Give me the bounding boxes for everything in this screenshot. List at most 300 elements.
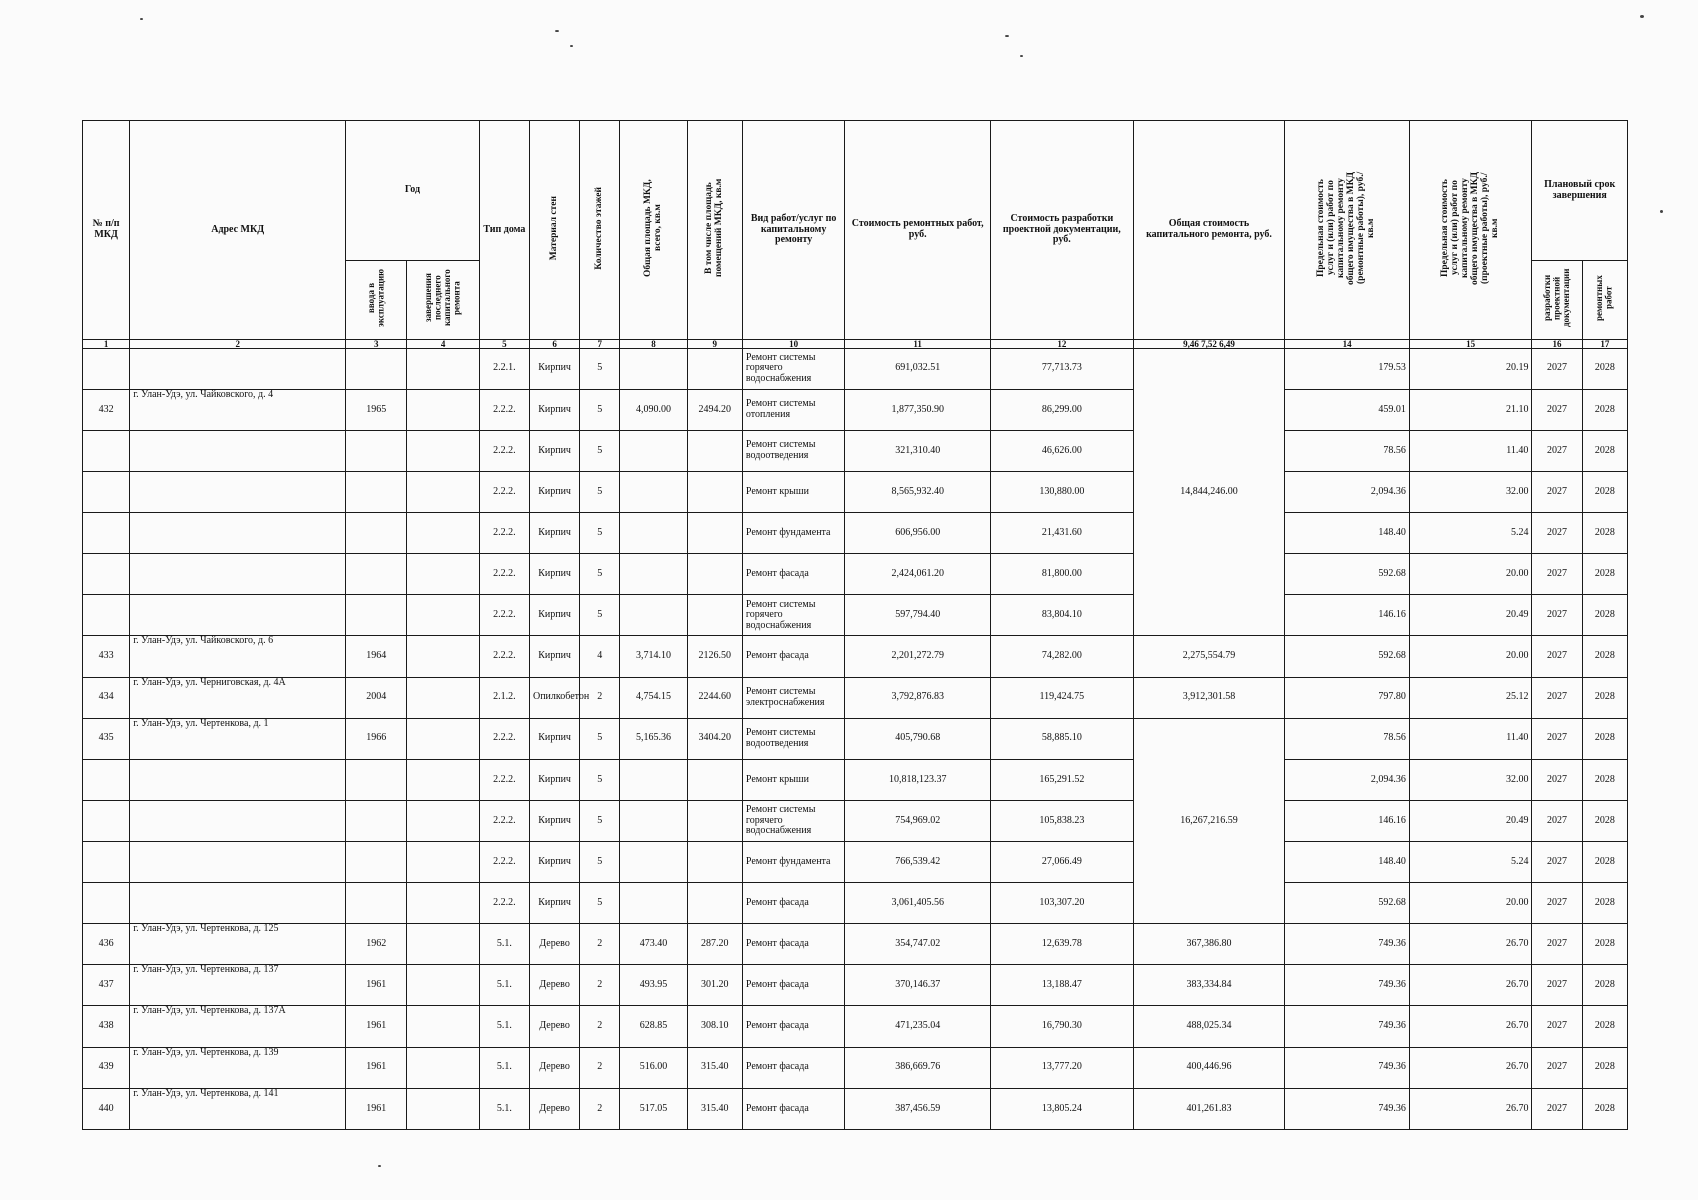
cell-year-commission [346,471,407,512]
cell-year-commission [346,595,407,636]
header-premises-area: В том числе площадь помещений МКД, кв.м [687,121,742,340]
cell-work-type: Ремонт системы горячего водоснабжения [742,595,844,636]
header-num: № п/п МКД [83,121,130,340]
column-number: 1 [83,339,130,348]
cell-design-cost: 103,307.20 [991,883,1134,924]
cell-total-area [620,348,687,389]
cell-limit-repair: 78.56 [1285,718,1410,759]
header-design-cost: Стоимость разработки проектной документации, руб. [991,121,1134,340]
cell-repair-cost: 10,818,123.37 [845,759,991,800]
header-repair-cost: Стоимость ремонтных работ, руб. [845,121,991,340]
cell-num: 432 [83,389,130,430]
cell-work-type: Ремонт фасада [742,924,844,965]
cell-year-commission [346,800,407,841]
cell-total-area [620,430,687,471]
cell-work-type: Ремонт системы водоотведения [742,718,844,759]
cell-work-type: Ремонт фасада [742,1006,844,1047]
cell-premises-area: 2126.50 [687,636,742,677]
cell-total-area [620,759,687,800]
cell-house-type: 2.2.1. [479,348,529,389]
cell-repair-cost: 386,669.76 [845,1047,991,1088]
cell-limit-repair: 749.36 [1285,1088,1410,1129]
cell-year-last-repair [407,554,479,595]
cell-wall-material: Кирпич [529,554,579,595]
column-number: 16 [1532,339,1582,348]
cell-total-area [620,883,687,924]
cell-limit-repair: 179.53 [1285,348,1410,389]
cell-work-type: Ремонт крыши [742,471,844,512]
cell-house-type: 5.1. [479,965,529,1006]
cell-deadline-repair: 2028 [1582,1088,1627,1129]
header-year-commission: ввода в эксплуатацию [346,261,407,339]
cell-year-commission: 1965 [346,389,407,430]
cell-year-commission: 1964 [346,636,407,677]
cell-limit-repair: 78.56 [1285,430,1410,471]
cell-premises-area: 2494.20 [687,389,742,430]
cell-address: г. Улан-Удэ, ул. Чайковского, д. 4 [130,389,346,430]
cell-limit-repair: 592.68 [1285,883,1410,924]
header-total-area: Общая площадь МКД, всего, кв.м [620,121,687,340]
cell-limit-repair: 146.16 [1285,595,1410,636]
header-year: Год [346,121,480,261]
cell-house-type: 2.2.2. [479,554,529,595]
cell-premises-area: 287.20 [687,924,742,965]
cell-total-area [620,800,687,841]
cell-deadline-design: 2027 [1532,1088,1582,1129]
cell-limit-design: 11.40 [1409,718,1532,759]
cell-address: г. Улан-Удэ, ул. Чертенкова, д. 1 [130,718,346,759]
cell-num [83,348,130,389]
cell-address [130,471,346,512]
cell-deadline-design: 2027 [1532,759,1582,800]
cell-limit-repair: 2,094.36 [1285,759,1410,800]
cell-premises-area [687,883,742,924]
cell-wall-material: Кирпич [529,718,579,759]
cell-floors: 2 [580,1006,620,1047]
cell-deadline-design: 2027 [1532,924,1582,965]
cell-limit-design: 20.49 [1409,800,1532,841]
table-row [83,841,1628,882]
cell-deadline-repair: 2028 [1582,430,1627,471]
cell-year-commission [346,841,407,882]
cell-design-cost: 74,282.00 [991,636,1134,677]
scan-speck [1660,210,1663,213]
cell-year-commission: 1961 [346,1047,407,1088]
header-deadline-repair: ремонтных работ [1582,261,1627,339]
cell-design-cost: 13,805.24 [991,1088,1134,1129]
cell-total-area: 516.00 [620,1047,687,1088]
cell-total-area: 473.40 [620,924,687,965]
cell-floors: 5 [580,513,620,554]
cell-work-type: Ремонт фундамента [742,513,844,554]
cell-wall-material: Кирпич [529,389,579,430]
table-row [83,759,1628,800]
cell-limit-design: 32.00 [1409,471,1532,512]
column-number: 12 [991,339,1134,348]
cell-limit-design: 26.70 [1409,1047,1532,1088]
cell-house-type: 5.1. [479,1006,529,1047]
cell-year-commission: 1962 [346,924,407,965]
cell-house-type: 2.2.2. [479,636,529,677]
cell-year-commission: 1961 [346,1006,407,1047]
cell-premises-area: 3404.20 [687,718,742,759]
table-row [83,883,1628,924]
cell-year-commission: 2004 [346,677,407,718]
cell-total-area: 628.85 [620,1006,687,1047]
cell-deadline-repair: 2028 [1582,595,1627,636]
table-row [83,348,1628,389]
cell-house-type: 2.2.2. [479,389,529,430]
cell-total-area: 4,754.15 [620,677,687,718]
cell-year-last-repair [407,883,479,924]
cell-year-last-repair [407,800,479,841]
cell-work-type: Ремонт системы электроснабжения [742,677,844,718]
cell-limit-design: 26.70 [1409,924,1532,965]
cell-address [130,841,346,882]
cell-limit-design: 5.24 [1409,841,1532,882]
cell-floors: 2 [580,965,620,1006]
table-row [83,636,1628,677]
column-number: 7 [580,339,620,348]
cell-year-last-repair [407,677,479,718]
cell-house-type: 2.2.2. [479,430,529,471]
cell-deadline-repair: 2028 [1582,1006,1627,1047]
cell-deadline-repair: 2028 [1582,800,1627,841]
cell-design-cost: 16,790.30 [991,1006,1134,1047]
cell-year-last-repair [407,841,479,882]
cell-limit-design: 20.00 [1409,636,1532,677]
cell-work-type: Ремонт фасада [742,554,844,595]
cell-total-area: 4,090.00 [620,389,687,430]
scan-speck [1640,15,1644,18]
cell-deadline-design: 2027 [1532,554,1582,595]
cell-premises-area [687,841,742,882]
cell-floors: 5 [580,595,620,636]
table-row [83,924,1628,965]
cell-address [130,800,346,841]
cell-floors: 5 [580,554,620,595]
cell-deadline-design: 2027 [1532,841,1582,882]
cell-floors: 5 [580,389,620,430]
cell-floors: 2 [580,677,620,718]
cell-design-cost: 12,639.78 [991,924,1134,965]
cell-wall-material: Кирпич [529,471,579,512]
cell-design-cost: 21,431.60 [991,513,1134,554]
cell-repair-cost: 2,201,272.79 [845,636,991,677]
cell-deadline-repair: 2028 [1582,348,1627,389]
cell-year-commission [346,348,407,389]
cell-floors: 2 [580,1088,620,1129]
cell-year-commission [346,883,407,924]
column-number: 2 [130,339,346,348]
cell-address: г. Улан-Удэ, ул. Чайковского, д. 6 [130,636,346,677]
column-number: 8 [620,339,687,348]
table-row [83,718,1628,759]
cell-address: г. Улан-Удэ, ул. Чертенкова, д. 141 [130,1088,346,1129]
cell-limit-design: 26.70 [1409,1006,1532,1047]
cell-house-type: 2.1.2. [479,677,529,718]
cell-repair-cost: 597,794.40 [845,595,991,636]
cell-year-commission [346,430,407,471]
cell-wall-material: Кирпич [529,348,579,389]
header-deadline: Плановый срок завершения [1532,121,1628,261]
cell-floors: 5 [580,759,620,800]
cell-repair-cost: 3,061,405.56 [845,883,991,924]
cell-limit-repair: 146.16 [1285,800,1410,841]
capital-repair-table [82,120,1628,1130]
cell-deadline-design: 2027 [1532,883,1582,924]
cell-deadline-repair: 2028 [1582,841,1627,882]
cell-total-cost: 14,844,246.00 [1133,348,1285,636]
cell-num: 440 [83,1088,130,1129]
cell-premises-area [687,759,742,800]
table-row [83,389,1628,430]
cell-limit-design: 20.49 [1409,595,1532,636]
cell-year-commission: 1966 [346,718,407,759]
cell-wall-material: Дерево [529,1088,579,1129]
cell-premises-area: 315.40 [687,1088,742,1129]
column-number: 5 [479,339,529,348]
cell-work-type: Ремонт системы горячего водоснабжения [742,800,844,841]
cell-work-type: Ремонт крыши [742,759,844,800]
cell-deadline-design: 2027 [1532,430,1582,471]
cell-floors: 5 [580,883,620,924]
cell-deadline-design: 2027 [1532,389,1582,430]
cell-limit-design: 20.00 [1409,883,1532,924]
header-year-last-repair: завершения последнего капитального ремонта [407,261,479,339]
table-row [83,471,1628,512]
column-number: 9 [687,339,742,348]
cell-house-type: 2.2.2. [479,759,529,800]
cell-floors: 2 [580,1047,620,1088]
cell-num: 436 [83,924,130,965]
cell-repair-cost: 354,747.02 [845,924,991,965]
cell-deadline-design: 2027 [1532,513,1582,554]
cell-num [83,430,130,471]
cell-wall-material: Кирпич [529,636,579,677]
cell-repair-cost: 370,146.37 [845,965,991,1006]
cell-address [130,883,346,924]
cell-address: г. Улан-Удэ, ул. Чертенкова, д. 137А [130,1006,346,1047]
cell-premises-area: 301.20 [687,965,742,1006]
cell-total-area [620,841,687,882]
header-total-cost: Общая стоимость капитального ремонта, руб. [1133,121,1285,340]
cell-deadline-repair: 2028 [1582,883,1627,924]
cell-year-last-repair [407,595,479,636]
cell-wall-material: Кирпич [529,759,579,800]
cell-address: г. Улан-Удэ, ул. Чертенкова, д. 139 [130,1047,346,1088]
cell-design-cost: 58,885.10 [991,718,1134,759]
cell-num: 438 [83,1006,130,1047]
cell-deadline-repair: 2028 [1582,677,1627,718]
cell-floors: 5 [580,718,620,759]
cell-year-last-repair [407,965,479,1006]
cell-year-last-repair [407,759,479,800]
cell-year-commission: 1961 [346,965,407,1006]
cell-limit-repair: 148.40 [1285,841,1410,882]
cell-deadline-design: 2027 [1532,471,1582,512]
cell-deadline-design: 2027 [1532,1006,1582,1047]
cell-floors: 5 [580,800,620,841]
cell-work-type: Ремонт фундамента [742,841,844,882]
cell-wall-material: Дерево [529,924,579,965]
table-row [83,1088,1628,1129]
cell-work-type: Ремонт фасада [742,636,844,677]
cell-wall-material: Кирпич [529,430,579,471]
cell-limit-design: 32.00 [1409,759,1532,800]
cell-total-area [620,471,687,512]
table-row [83,430,1628,471]
cell-total-cost: 367,386.80 [1133,924,1285,965]
cell-repair-cost: 3,792,876.83 [845,677,991,718]
cell-floors: 5 [580,841,620,882]
cell-total-cost: 488,025.34 [1133,1006,1285,1047]
cell-address: г. Улан-Удэ, ул. Черниговская, д. 4А [130,677,346,718]
cell-design-cost: 119,424.75 [991,677,1134,718]
cell-year-last-repair [407,1006,479,1047]
cell-wall-material: Дерево [529,1047,579,1088]
cell-total-area: 3,714.10 [620,636,687,677]
scan-speck [1005,35,1009,37]
table-row [83,1047,1628,1088]
cell-limit-repair: 797.80 [1285,677,1410,718]
cell-year-commission: 1961 [346,1088,407,1129]
cell-repair-cost: 1,877,350.90 [845,389,991,430]
cell-design-cost: 77,713.73 [991,348,1134,389]
cell-repair-cost: 754,969.02 [845,800,991,841]
table-row [83,513,1628,554]
scan-speck [378,1165,381,1167]
scan-speck [555,30,559,32]
table-row [83,965,1628,1006]
cell-limit-design: 21.10 [1409,389,1532,430]
cell-repair-cost: 321,310.40 [845,430,991,471]
cell-address [130,430,346,471]
cell-total-area [620,595,687,636]
cell-wall-material: Кирпич [529,883,579,924]
cell-deadline-repair: 2028 [1582,389,1627,430]
header-address: Адрес МКД [130,121,346,340]
cell-house-type: 2.2.2. [479,595,529,636]
header-house-type: Тип дома [479,121,529,340]
header-limit-design: Предельная стоимость услуг и (или) работ по капитальному ремонту общего имущества в МКД (проектные работы), руб./кв.м [1409,121,1532,340]
cell-deadline-repair: 2028 [1582,718,1627,759]
cell-limit-design: 20.19 [1409,348,1532,389]
cell-limit-design: 26.70 [1409,965,1532,1006]
cell-deadline-repair: 2028 [1582,636,1627,677]
cell-design-cost: 46,626.00 [991,430,1134,471]
cell-address [130,513,346,554]
cell-repair-cost: 766,539.42 [845,841,991,882]
table-row [83,677,1628,718]
cell-num [83,471,130,512]
cell-num [83,800,130,841]
cell-total-area [620,554,687,595]
cell-total-cost: 2,275,554.79 [1133,636,1285,677]
cell-premises-area [687,348,742,389]
cell-house-type: 2.2.2. [479,883,529,924]
cell-total-area: 5,165.36 [620,718,687,759]
cell-limit-repair: 749.36 [1285,1006,1410,1047]
cell-year-last-repair [407,636,479,677]
cell-repair-cost: 387,456.59 [845,1088,991,1129]
cell-limit-repair: 592.68 [1285,636,1410,677]
cell-num [83,595,130,636]
cell-wall-material: Опилкобетон [529,677,579,718]
cell-num [83,759,130,800]
cell-house-type: 5.1. [479,1088,529,1129]
cell-premises-area [687,554,742,595]
cell-premises-area: 308.10 [687,1006,742,1047]
cell-house-type: 2.2.2. [479,841,529,882]
cell-house-type: 2.2.2. [479,718,529,759]
cell-year-last-repair [407,718,479,759]
cell-premises-area: 315.40 [687,1047,742,1088]
cell-design-cost: 83,804.10 [991,595,1134,636]
cell-total-cost: 383,334.84 [1133,965,1285,1006]
cell-year-last-repair [407,348,479,389]
column-number: 14 [1285,339,1410,348]
cell-year-last-repair [407,513,479,554]
cell-work-type: Ремонт системы горячего водоснабжения [742,348,844,389]
cell-wall-material: Дерево [529,965,579,1006]
cell-design-cost: 105,838.23 [991,800,1134,841]
cell-address [130,554,346,595]
column-number: 6 [529,339,579,348]
cell-total-cost: 16,267,216.59 [1133,718,1285,924]
cell-wall-material: Кирпич [529,595,579,636]
cell-premises-area [687,430,742,471]
table-row [83,1006,1628,1047]
header-work-type: Вид работ/услуг по капитальному ремонту [742,121,844,340]
cell-design-cost: 27,066.49 [991,841,1134,882]
cell-work-type: Ремонт фасада [742,965,844,1006]
cell-address [130,759,346,800]
header-limit-repair: Предельная стоимость услуг и (или) работ по капитальному ремонту общего имущества в МКД (ремонтные работы), руб./кв.м [1285,121,1410,340]
cell-deadline-repair: 2028 [1582,513,1627,554]
cell-limit-design: 11.40 [1409,430,1532,471]
cell-repair-cost: 691,032.51 [845,348,991,389]
cell-deadline-design: 2027 [1532,677,1582,718]
cell-deadline-design: 2027 [1532,718,1582,759]
header-floors: Количество этажей [580,121,620,340]
column-number: 11 [845,339,991,348]
cell-limit-design: 20.00 [1409,554,1532,595]
cell-limit-design: 25.12 [1409,677,1532,718]
cell-design-cost: 165,291.52 [991,759,1134,800]
header-deadline-design: разработки проектной документации [1532,261,1582,339]
cell-floors: 4 [580,636,620,677]
column-number-row [83,339,1628,348]
cell-deadline-design: 2027 [1532,965,1582,1006]
header-wall-material: Материал стен [529,121,579,340]
cell-num: 439 [83,1047,130,1088]
cell-limit-design: 5.24 [1409,513,1532,554]
cell-premises-area [687,800,742,841]
cell-design-cost: 86,299.00 [991,389,1134,430]
cell-deadline-repair: 2028 [1582,1047,1627,1088]
cell-deadline-repair: 2028 [1582,759,1627,800]
scan-speck [570,45,573,47]
cell-premises-area [687,471,742,512]
cell-num: 435 [83,718,130,759]
cell-address: г. Улан-Удэ, ул. Чертенкова, д. 125 [130,924,346,965]
cell-floors: 5 [580,430,620,471]
cell-deadline-repair: 2028 [1582,924,1627,965]
cell-wall-material: Кирпич [529,841,579,882]
cell-wall-material: Кирпич [529,513,579,554]
cell-year-last-repair [407,471,479,512]
